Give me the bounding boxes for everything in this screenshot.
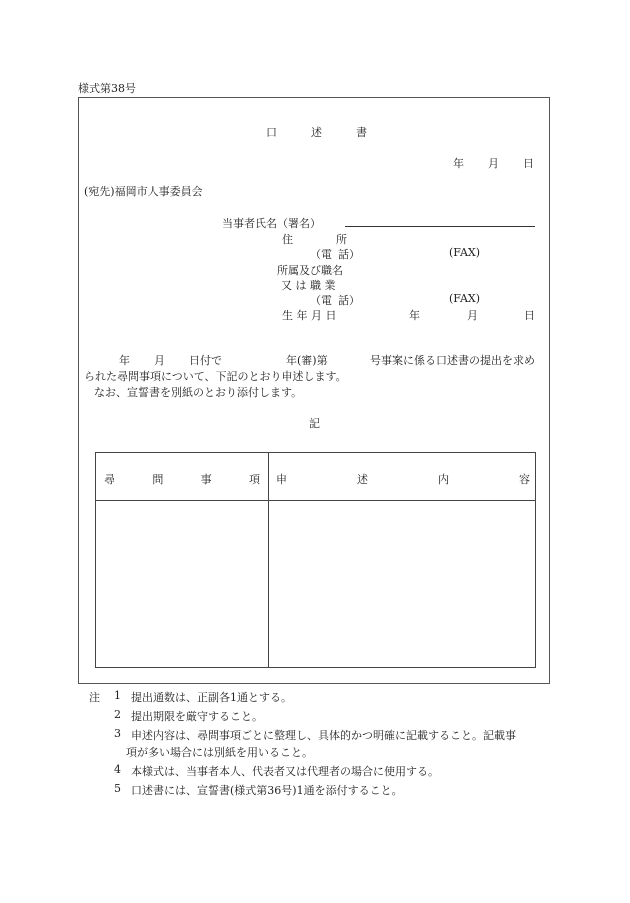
body-year: 年 [119, 354, 130, 367]
left-header-char: 項 [248, 473, 260, 486]
statement-content-cell[interactable] [269, 501, 535, 667]
occupation-label: 又 は 職 業 [281, 279, 336, 292]
body-rest: 号事案に係る口述書の提出を求め [370, 354, 535, 367]
form-number: 様式第38号 [78, 82, 136, 95]
right-column-header [276, 471, 530, 487]
date-day: 日 [523, 157, 534, 170]
fax-label: (FAX) [449, 246, 481, 259]
note-text: 口述書には、宣誓書(様式第36号)1通を添付すること。 [131, 784, 403, 797]
left-header-char: 事 [200, 473, 212, 486]
right-header-char: 述 [357, 473, 368, 486]
address-label-2: 所 [336, 233, 347, 246]
date-month: 月 [488, 157, 499, 170]
left-header-char: 尋 [104, 473, 115, 486]
left-column-header [104, 471, 260, 487]
date-year: 年 [453, 157, 464, 170]
affiliation-label: 所属及び職名 [277, 264, 343, 277]
note-text: 提出通数は、正副各1通とする。 [131, 691, 292, 704]
notes-label: 注 [89, 691, 100, 704]
note-number: 2 [114, 708, 121, 721]
body-paragraph-2: なお、宣誓書を別紙のとおり添付します。 [94, 386, 303, 399]
inquiry-table [95, 452, 536, 668]
addressee: (宛先)福岡市人事委員会 [84, 185, 203, 198]
right-header-char: 申 [276, 473, 287, 486]
phone2-label-1: （電 [310, 294, 332, 307]
birth-year: 年 [409, 309, 420, 322]
note-text: 申述内容は、尋問事項ごとに整理し、具体的かつ明確に記載すること。記載事 [131, 729, 516, 742]
party-name-label: 当事者氏名（署名） [222, 217, 321, 230]
body-line-2: られた尋問事項について、下記のとおり申述します。 [84, 370, 347, 383]
note-text-continued: 項が多い場合には別紙を用いること。 [126, 746, 313, 759]
right-header-char: 容 [519, 473, 530, 486]
body-day: 日付で [189, 354, 222, 367]
phone2-label-2: 話） [338, 294, 360, 307]
note-text: 本様式は、当事者本人、代表者又は代理者の場合に使用する。 [131, 765, 439, 778]
title-char-3: 書 [356, 126, 367, 139]
inquiry-items-cell[interactable] [96, 501, 267, 667]
note-number: 5 [114, 782, 121, 795]
title-char-2: 述 [311, 126, 322, 139]
address-label-1: 住 [282, 233, 293, 246]
note-text: 提出期限を厳守すること。 [131, 710, 263, 723]
signature-line [345, 226, 535, 227]
left-header-char: 問 [152, 473, 164, 486]
title-char-1: 口 [266, 126, 277, 139]
phone-label-2: 話） [338, 248, 360, 261]
note-number: 1 [114, 689, 121, 702]
right-header-char: 内 [438, 473, 449, 486]
note-number: 3 [114, 727, 121, 740]
birth-day: 日 [524, 309, 535, 322]
birth-month: 月 [467, 309, 478, 322]
fax2-label: (FAX) [449, 292, 481, 305]
body-case-year: 年(審)第 [286, 354, 328, 367]
body-month: 月 [154, 354, 165, 367]
ki-heading: 記 [309, 417, 320, 430]
phone-label-1: （電 [310, 248, 332, 261]
birthdate-label: 生 年 月 日 [282, 309, 337, 322]
note-number: 4 [114, 763, 121, 776]
